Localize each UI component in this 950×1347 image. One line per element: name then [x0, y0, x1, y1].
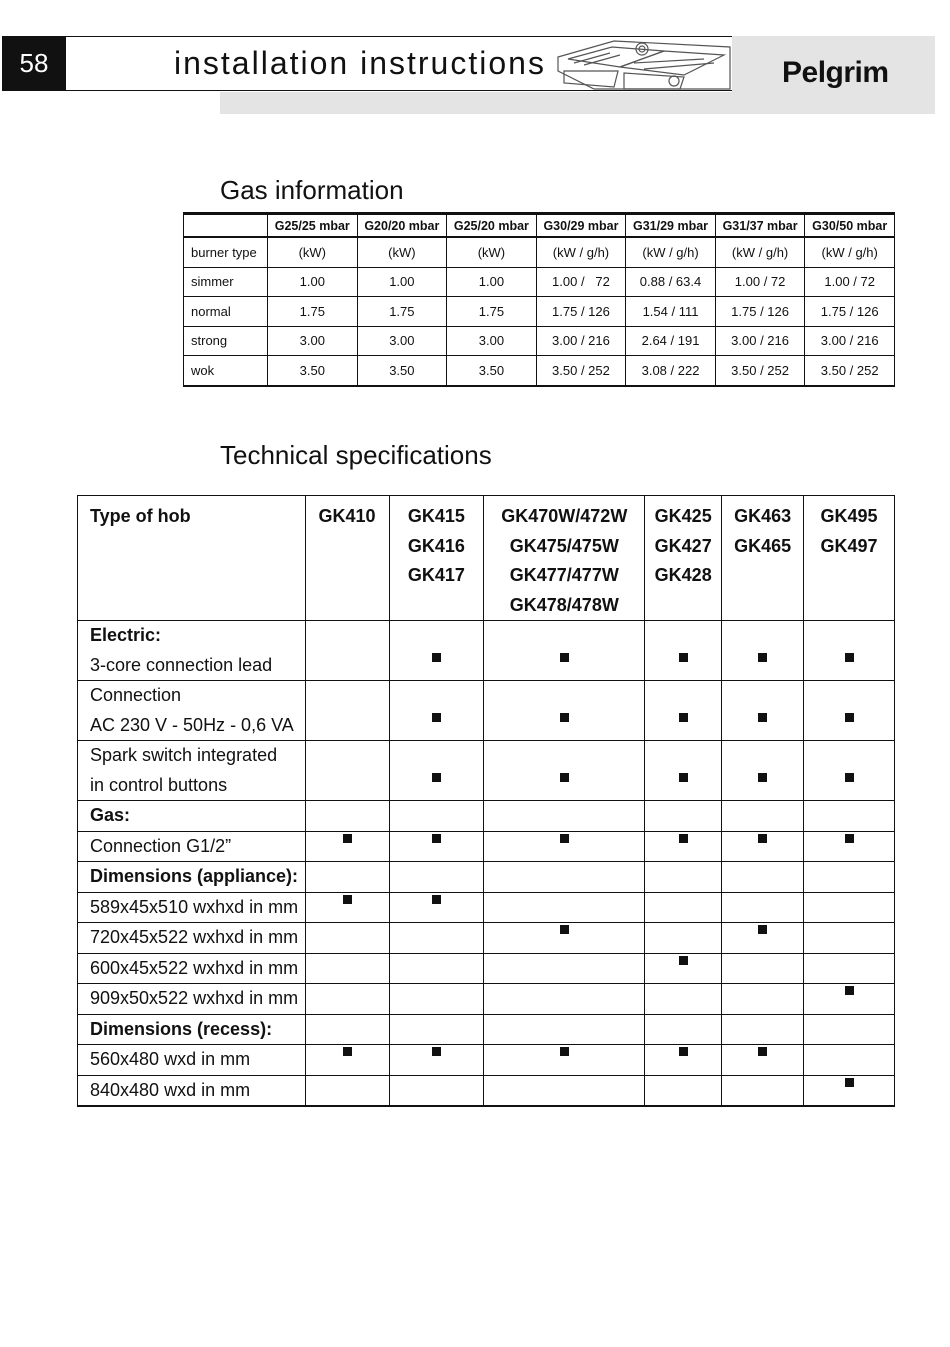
gas-cell: 1.00 / 72 [715, 267, 805, 297]
spec-row [78, 1014, 895, 1045]
gas-cell: (kW) [268, 237, 358, 267]
spec-cell [804, 923, 895, 954]
gas-cell: (kW / g/h) [626, 237, 716, 267]
check-square-icon [758, 773, 767, 782]
spec-label-line: Dimensions (recess): [90, 1018, 273, 1039]
model-name: GK428 [654, 565, 712, 585]
gas-row-label: normal [184, 297, 268, 327]
spec-cell [389, 892, 484, 923]
check-square-icon [679, 834, 688, 843]
spec-row [78, 1075, 895, 1106]
spec-cell [305, 923, 389, 954]
gas-cell: 2.64 / 191 [626, 326, 716, 356]
spec-cell [804, 1045, 895, 1076]
gas-table-corner [184, 214, 268, 238]
gas-row-label: burner type [184, 237, 268, 267]
spec-row [78, 1045, 895, 1076]
gas-row-label: strong [184, 326, 268, 356]
check-square-icon [560, 834, 569, 843]
check-square-icon [679, 1047, 688, 1056]
gas-cell: 1.75 [268, 297, 358, 327]
spec-cell [389, 1045, 484, 1076]
spec-label-line: Dimensions (appliance): [90, 866, 299, 886]
spec-cell [722, 1014, 804, 1045]
spec-cell [305, 1045, 389, 1076]
model-name: GK475/475W [509, 535, 619, 556]
spec-label [78, 801, 306, 832]
gas-cell: 1.75 [357, 297, 447, 327]
gas-col-header: G25/25 mbar [268, 214, 358, 238]
gas-cell: 3.50 [268, 356, 358, 386]
spec-label-line: 560x480 wxd in mm [90, 1049, 251, 1069]
gas-cell: (kW / g/h) [805, 237, 895, 267]
gas-cell: 3.50 [447, 356, 537, 386]
check-square-icon [845, 1078, 854, 1087]
gas-cell: 3.50 / 252 [805, 356, 895, 386]
gas-col-header: G31/37 mbar [715, 214, 805, 238]
spec-label [78, 681, 306, 741]
spec-cell [484, 681, 645, 741]
model-column-header [722, 496, 804, 621]
model-column-header [645, 496, 722, 621]
spec-cell [804, 984, 895, 1015]
gas-cell: 3.50 [357, 356, 447, 386]
gas-cell: 1.00 / 72 [805, 267, 895, 297]
spec-cell [484, 831, 645, 862]
spec-label-line: Spark switch integrated [90, 745, 278, 765]
gas-cell: 1.54 / 111 [626, 297, 716, 327]
spec-cell [389, 923, 484, 954]
spec-cell [645, 862, 722, 893]
spec-cell [804, 1014, 895, 1045]
gas-table-row [184, 237, 895, 267]
check-square-icon [560, 773, 569, 782]
model-column-header [389, 496, 484, 621]
gas-cell: 3.00 [447, 326, 537, 356]
gas-info-table [183, 212, 895, 387]
check-square-icon [343, 1047, 352, 1056]
gas-cell: (kW / g/h) [536, 237, 626, 267]
gas-row-label: simmer [184, 267, 268, 297]
spec-cell [305, 621, 389, 681]
check-square-icon [845, 773, 854, 782]
spec-label-line: Electric: [90, 625, 162, 645]
check-square-icon [758, 713, 767, 722]
gas-cell: 3.08 / 222 [626, 356, 716, 386]
spec-cell [484, 1075, 645, 1106]
check-square-icon [432, 653, 441, 662]
spec-cell [389, 862, 484, 893]
spec-cell [722, 953, 804, 984]
spec-cell [804, 621, 895, 681]
check-square-icon [560, 1047, 569, 1056]
model-name: GK415 [407, 506, 465, 526]
model-column-header [484, 496, 645, 621]
check-square-icon [432, 834, 441, 843]
spec-cell [484, 984, 645, 1015]
spec-cell [722, 984, 804, 1015]
gas-cell: 1.75 / 126 [715, 297, 805, 327]
spec-cell [484, 923, 645, 954]
spec-cell [389, 831, 484, 862]
spec-label [78, 741, 306, 801]
spec-cell [305, 681, 389, 741]
spec-label-line: 589x45x510 wxhxd in mm [90, 896, 299, 917]
spec-cell [645, 923, 722, 954]
check-square-icon [343, 834, 352, 843]
check-square-icon [560, 653, 569, 662]
spec-label-line: Connection G1/2” [90, 835, 232, 856]
gas-cell: 1.00 [268, 267, 358, 297]
model-name: GK477/477W [509, 565, 619, 585]
spec-cell [722, 681, 804, 741]
spec-label [78, 862, 306, 893]
spec-cell [804, 741, 895, 801]
spec-cell [804, 681, 895, 741]
gas-cell: 0.88 / 63.4 [626, 267, 716, 297]
check-square-icon [560, 925, 569, 934]
spec-label [78, 621, 306, 681]
gas-table-row [184, 356, 895, 386]
spec-cell [484, 1014, 645, 1045]
spec-cell [645, 681, 722, 741]
spec-cell [804, 892, 895, 923]
spec-label [78, 953, 306, 984]
tech-specs-table [77, 495, 895, 1107]
gas-cell: 3.00 [357, 326, 447, 356]
model-name: GK425 [654, 506, 712, 526]
spec-cell [645, 741, 722, 801]
gas-cell: 3.50 / 252 [715, 356, 805, 386]
spec-cell [389, 621, 484, 681]
spec-cell [722, 892, 804, 923]
spec-cell [389, 681, 484, 741]
model-name: GK478/478W [509, 594, 619, 615]
spec-label-line: 3-core connection lead [90, 654, 273, 675]
spec-label-line: AC 230 V - 50Hz - 0,6 VA [90, 714, 294, 735]
gas-table-row [184, 267, 895, 297]
gas-cell: 1.00 / 72 [536, 267, 626, 297]
model-name: GK416 [407, 535, 465, 556]
spec-cell [305, 1014, 389, 1045]
check-square-icon [432, 1047, 441, 1056]
spec-cell [484, 621, 645, 681]
gas-cell: 1.75 [447, 297, 537, 327]
spec-label-line: 720x45x522 wxhxd in mm [90, 927, 299, 947]
model-name: GK427 [654, 535, 712, 556]
spec-row [78, 801, 895, 832]
gas-row-label: wok [184, 356, 268, 386]
spec-cell [722, 801, 804, 832]
spec-row [78, 892, 895, 923]
spec-cell [305, 984, 389, 1015]
hob-illustration-icon [554, 37, 732, 90]
model-name: GK495 [820, 506, 878, 526]
tech-header-row [78, 496, 895, 621]
gas-table-row [184, 326, 895, 356]
spec-label-line: Connection [90, 685, 182, 705]
check-square-icon [758, 925, 767, 934]
spec-label [78, 923, 306, 954]
spec-cell [804, 1075, 895, 1106]
gas-table-header-row [184, 214, 895, 238]
gas-cell: 3.50 / 252 [536, 356, 626, 386]
type-of-hob-label: Type of hob [78, 496, 306, 621]
spec-cell [722, 741, 804, 801]
spec-cell [645, 1045, 722, 1076]
spec-cell [722, 1045, 804, 1076]
brand-logo: Pelgrim [782, 56, 889, 89]
model-name: GK410 [318, 506, 376, 526]
spec-cell [484, 892, 645, 923]
spec-label [78, 1075, 306, 1106]
spec-label [78, 831, 306, 862]
spec-row [78, 953, 895, 984]
spec-label-line: in control buttons [90, 774, 228, 795]
check-square-icon [845, 986, 854, 995]
spec-row [78, 862, 895, 893]
spec-cell [645, 831, 722, 862]
spec-cell [389, 984, 484, 1015]
model-name: GK463 [734, 506, 792, 526]
gas-col-header: G25/20 mbar [447, 214, 537, 238]
spec-cell [722, 1075, 804, 1106]
spec-label-line: Gas: [90, 805, 131, 825]
spec-row [78, 984, 895, 1015]
spec-cell [389, 741, 484, 801]
gas-table-row [184, 297, 895, 327]
spec-label [78, 984, 306, 1015]
spec-cell [645, 1075, 722, 1106]
spec-cell [645, 801, 722, 832]
check-square-icon [432, 895, 441, 904]
gas-col-header: G31/29 mbar [626, 214, 716, 238]
gas-cell: (kW) [447, 237, 537, 267]
spec-cell [722, 862, 804, 893]
gas-cell: 1.75 / 126 [805, 297, 895, 327]
spec-cell [484, 741, 645, 801]
spec-label [78, 1014, 306, 1045]
gas-cell: 1.75 / 126 [536, 297, 626, 327]
spec-cell [804, 953, 895, 984]
check-square-icon [343, 895, 352, 904]
spec-label-line: 909x50x522 wxhxd in mm [90, 988, 299, 1008]
spec-cell [645, 984, 722, 1015]
check-square-icon [679, 773, 688, 782]
check-square-icon [758, 834, 767, 843]
spec-cell [722, 831, 804, 862]
spec-cell [484, 862, 645, 893]
spec-cell [305, 1075, 389, 1106]
spec-label-line: 600x45x522 wxhxd in mm [90, 957, 299, 978]
check-square-icon [679, 713, 688, 722]
model-name: GK465 [734, 535, 792, 556]
check-square-icon [845, 834, 854, 843]
gas-col-header: G30/29 mbar [536, 214, 626, 238]
page-number: 58 [2, 36, 66, 91]
spec-row [78, 923, 895, 954]
spec-cell [722, 621, 804, 681]
tech-specs-heading: Technical specifications [220, 440, 492, 470]
model-name: GK497 [820, 535, 878, 556]
check-square-icon [679, 956, 688, 965]
page-title: installation instructions [174, 45, 546, 81]
gas-cell: (kW / g/h) [715, 237, 805, 267]
spec-cell [645, 1014, 722, 1045]
check-square-icon [560, 713, 569, 722]
spec-label [78, 1045, 306, 1076]
spec-cell [645, 892, 722, 923]
spec-cell [305, 801, 389, 832]
check-square-icon [758, 1047, 767, 1056]
spec-cell [484, 801, 645, 832]
spec-cell [389, 1075, 484, 1106]
spec-cell [305, 862, 389, 893]
spec-cell [804, 831, 895, 862]
spec-label-line: 840x480 wxd in mm [90, 1079, 251, 1100]
gas-cell: 3.00 / 216 [805, 326, 895, 356]
gas-cell: 1.00 [447, 267, 537, 297]
spec-cell [305, 892, 389, 923]
gas-cell: 3.00 / 216 [536, 326, 626, 356]
gas-cell: 3.00 [268, 326, 358, 356]
model-name: GK470W/472W [501, 506, 628, 526]
gas-col-header: G30/50 mbar [805, 214, 895, 238]
spec-cell [484, 953, 645, 984]
model-name: GK417 [407, 565, 465, 585]
spec-cell [305, 741, 389, 801]
gas-info-heading: Gas information [220, 175, 404, 205]
spec-cell [804, 801, 895, 832]
spec-cell [389, 801, 484, 832]
spec-row [78, 621, 895, 681]
check-square-icon [845, 653, 854, 662]
check-square-icon [432, 713, 441, 722]
spec-label [78, 892, 306, 923]
spec-cell [645, 621, 722, 681]
check-square-icon [679, 653, 688, 662]
check-square-icon [432, 773, 441, 782]
check-square-icon [758, 653, 767, 662]
spec-cell [645, 953, 722, 984]
gas-col-header: G20/20 mbar [357, 214, 447, 238]
check-square-icon [845, 713, 854, 722]
spec-cell [722, 923, 804, 954]
model-column-header [804, 496, 895, 621]
spec-cell [389, 1014, 484, 1045]
spec-cell [484, 1045, 645, 1076]
spec-cell [305, 953, 389, 984]
gas-cell: 1.00 [357, 267, 447, 297]
spec-row [78, 741, 895, 801]
spec-row [78, 831, 895, 862]
spec-cell [305, 831, 389, 862]
title-bar [66, 36, 733, 91]
spec-cell [804, 862, 895, 893]
gas-cell: (kW) [357, 237, 447, 267]
model-column-header [305, 496, 389, 621]
spec-cell [389, 953, 484, 984]
gas-cell: 3.00 / 216 [715, 326, 805, 356]
spec-row [78, 681, 895, 741]
